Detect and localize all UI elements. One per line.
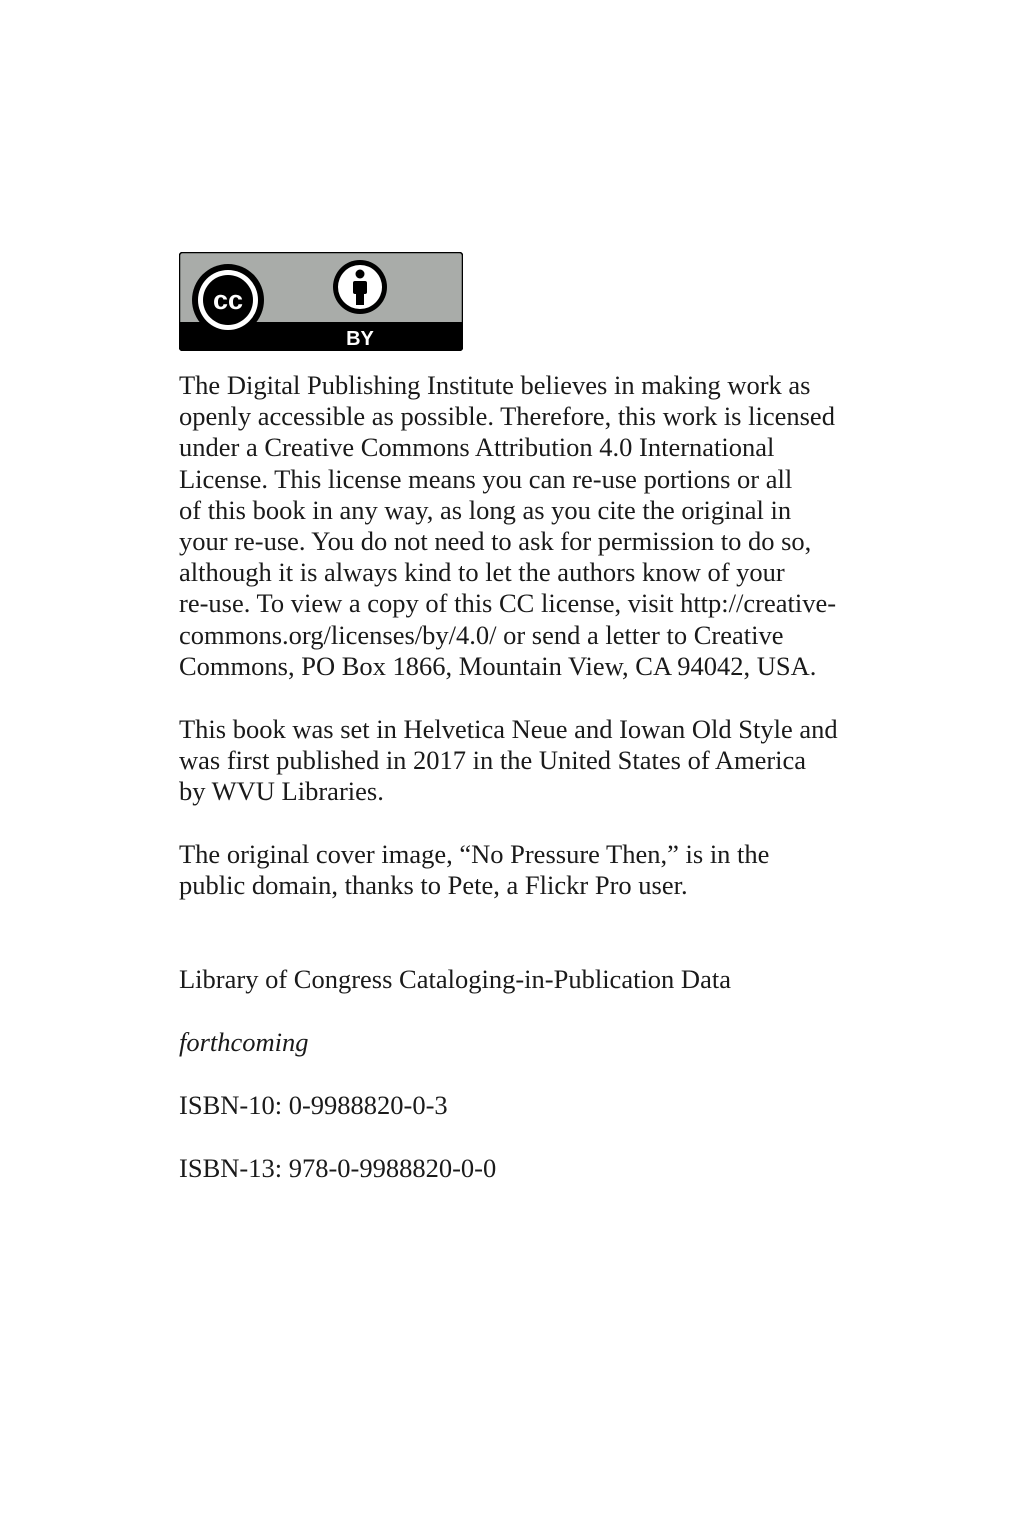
typesetting-and-publication-statement: This book was set in Helvetica Neue and Iowan Old Style and was first published in 2017 in the United States of America by WVU Libraries. xyxy=(179,714,838,807)
attribution-person-icon xyxy=(333,260,387,314)
license-statement: The Digital Publishing Institute believes in making work as openly accessible as possible. Therefore, this work is licensed under a Creative Commons Attribution 4.0 International License. This license means you can re-use portions or all of this book in any way, as long as you cite the original in your re-use. You do not need to ask for permission to do so, although it is always kind to let the authors know of your re-use. To view a copy of this CC license, visit http://creative- commons.org/licenses/by/4.0/ or send a letter to Creative Commons, PO Box 1866, Mountain View, CA 94042, USA. xyxy=(179,370,837,681)
isbn-block xyxy=(179,1059,909,1215)
by-label: BY xyxy=(346,328,374,350)
cip-heading: Library of Congress Cataloging-in-Publication Data xyxy=(179,964,731,995)
cc-by-license-icon xyxy=(179,252,463,351)
cip-status: forthcoming xyxy=(179,1026,309,1057)
isbn-13: ISBN-13: 978-0-9988820-0-0 xyxy=(179,1152,497,1183)
cc-mark-text: cc xyxy=(212,285,244,315)
isbn-10: ISBN-10: 0-9988820-0-3 xyxy=(179,1090,448,1121)
cover-image-credit: The original cover image, “No Pressure Then,” is in the public domain, thanks to Pete, a Flickr Pro user. xyxy=(179,839,770,901)
